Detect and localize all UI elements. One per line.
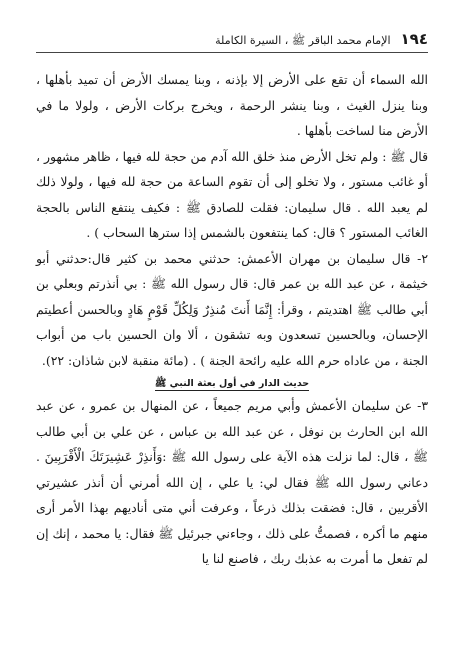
- section-subheading: [36, 377, 428, 391]
- text-line: ينزل الغيث ، وبنا ينشر الرحمة ، ويخرج بركات الأرض ، ولولا ما في الأرض منا: [36, 97, 428, 138]
- page-number: ١٩٤: [400, 30, 428, 48]
- text-line: تسعدون وبه تشقون ، ألا وان الحسين باب من أبواب الجنة ، من عاداه حرم الله عليه: [36, 327, 428, 368]
- text-line: قال ﷺ : ولم تخل الأرض منذ خلق الله آدم من حجة لله فيها ، ظاهر مشهور ، أو: [36, 148, 428, 189]
- text-line: جبرئيل ﷺ فقال: يا محمد ، إنك إن لم تفعل ما أمرت به عذبك ربك ، فاصنع لنا يا: [36, 525, 428, 566]
- text-line: عن عبد الله بن عمر قال: قال رسول الله ﷺ : بي أنذرتم وبعلي بن أبي طالب ﷺ: [36, 276, 428, 317]
- text-line: رائحة الجنة ) . (مائة منقبة لابن شاذان: ٢٢).: [41, 352, 267, 368]
- text-line: ٢- قال سليمان بن مهران الأعمش: حدثني محمد بن كثير قال:حدثني أبو خيثمة ،: [36, 250, 428, 291]
- running-header: [36, 30, 428, 53]
- paragraph-continuation: [36, 67, 428, 144]
- text-line: ٣- عن سليمان الأعمش وأبي مريم جميعاً ، عن المنهال بن عمرو ، عن عبد الله ابن: [36, 398, 428, 439]
- text-line: قال: كما ينتفعون بالشمس إذا سترها السحاب ) .: [86, 225, 336, 240]
- text-line: أني متى أناديهم بهذا الأمر أرى منهم ما أكره ، فصمتُّ على ذلك ، وجاءني: [36, 500, 428, 541]
- text-line: يا علي ، إن الله أمرني أن أنذر عشيرتي الأقربين ، قال: فضقت بذلك ذرعاً ، وعرفت: [36, 474, 428, 515]
- running-title: الإمام محمد الباقر ﷺ ، السيرة الكاملة: [215, 34, 391, 47]
- subheading-text: حديث الدار في أول بعثة النبي ﷺ: [154, 378, 310, 389]
- text-line: هذه الآية على رسول الله ﷺ :وَأَنذِرْ عَشِيرَتَكَ الْأَقْرَبِينَ . دعاني رسول الله ﷺ فقال لي:: [36, 449, 428, 490]
- text-line: الله . قال سليمان: فقلت للصادق ﷺ : فكيف ينتفع الناس بالحجة الغائب المستور ؟: [36, 199, 428, 240]
- text-line: الله السماء أن تقع على الأرض إلا بإذنه ، وبنا يمسك الأرض أن تميد بأهلها ، وبنا: [36, 72, 429, 113]
- paragraph-hadith-2: [36, 246, 428, 374]
- paragraph-hujja: [36, 144, 428, 246]
- text-line: غائب مستور ، ولا تخلو إلى أن تقوم الساعة من حجة لله فيها ، ولولا ذلك لم يعبد: [36, 174, 428, 215]
- text-line: لساخت بأهلها .: [296, 123, 375, 138]
- text-line: الحارث بن نوفل ، عن عبد الله بن عباس ، عن علي بن أبي طالب ﷺ ، قال: لما نزلت: [36, 423, 428, 464]
- text-line: اهتديتم ، وقرأ: إِنَّمَا أَنتَ مُنذِرٌ وَلِكُلِّ قَوْمٍ هَادٍ وبالحسن أعطيتم الإحسان، وبالحسين: [36, 301, 428, 342]
- paragraph-hadith-3: [36, 393, 428, 572]
